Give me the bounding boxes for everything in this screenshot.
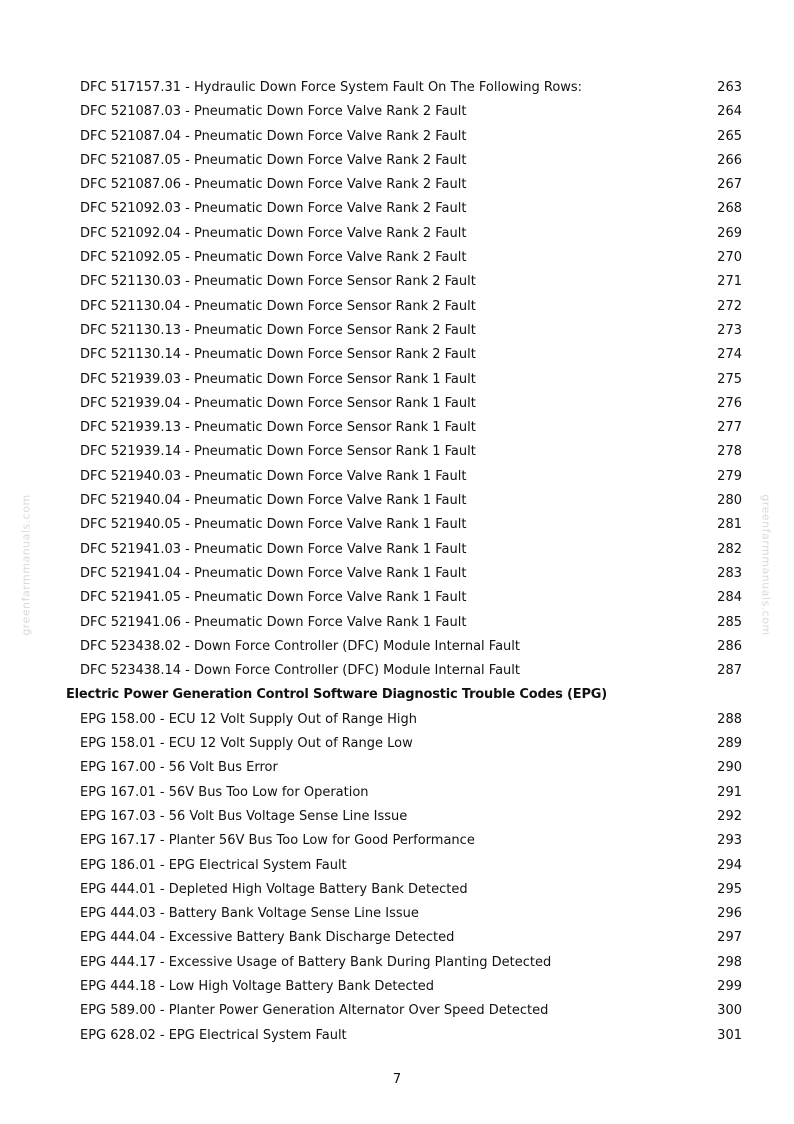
- toc-entry[interactable]: [0, 878, 794, 902]
- toc-entry-label: DFC 521130.03 - Pneumatic Down Force Sensor Rank 2 Fault: [80, 274, 476, 290]
- toc-entry[interactable]: [0, 100, 794, 124]
- toc-entry[interactable]: [0, 173, 794, 197]
- toc-entry-page: 278: [717, 444, 742, 460]
- toc-entry-label: DFC 521939.03 - Pneumatic Down Force Sensor Rank 1 Fault: [80, 371, 476, 387]
- toc-entry-page: 276: [717, 395, 742, 411]
- toc-entry-page: 294: [717, 857, 742, 873]
- watermark-left: greenfarmmanuals.com: [19, 494, 33, 636]
- toc-entry[interactable]: [0, 975, 794, 999]
- toc-entry-label: EPG 167.03 - 56 Volt Bus Voltage Sense Line Issue: [80, 808, 408, 824]
- toc-entry-label: EPG 167.01 - 56V Bus Too Low for Operation: [80, 784, 369, 800]
- toc-entry-label: DFC 521940.03 - Pneumatic Down Force Valve Rank 1 Fault: [80, 468, 467, 484]
- toc-entry-label: DFC 521092.05 - Pneumatic Down Force Valve Rank 2 Fault: [80, 250, 467, 266]
- toc-entry-label: EPG 444.04 - Excessive Battery Bank Discharge Detected: [80, 930, 455, 946]
- toc-entry[interactable]: [0, 76, 794, 100]
- toc-entry-page: 275: [717, 371, 742, 387]
- toc-entry-page: 277: [717, 420, 742, 436]
- toc-entry-page: 298: [717, 954, 742, 970]
- toc-entry[interactable]: [0, 951, 794, 975]
- toc-entry-page: 293: [717, 833, 742, 849]
- toc-entry-label: EPG 167.00 - 56 Volt Bus Error: [80, 760, 278, 776]
- table-of-contents: [0, 76, 794, 1048]
- toc-entry-page: 273: [717, 322, 742, 338]
- toc-entry-page: 286: [717, 638, 742, 654]
- toc-entry-label: EPG 158.00 - ECU 12 Volt Supply Out of Range High: [80, 711, 418, 727]
- toc-entry-label: DFC 521130.13 - Pneumatic Down Force Sensor Rank 2 Fault: [80, 322, 476, 338]
- toc-entry-label: DFC 521941.03 - Pneumatic Down Force Valve Rank 1 Fault: [80, 541, 467, 557]
- toc-entry[interactable]: [0, 999, 794, 1023]
- toc-entry-page: 301: [717, 1027, 742, 1043]
- toc-entry-label: DFC 521939.14 - Pneumatic Down Force Sensor Rank 1 Fault: [80, 444, 476, 460]
- toc-entry-page: 264: [717, 104, 742, 120]
- toc-entry[interactable]: [0, 659, 794, 683]
- toc-entry-page: 296: [717, 906, 742, 922]
- toc-entry[interactable]: [0, 465, 794, 489]
- toc-entry[interactable]: [0, 854, 794, 878]
- toc-entry[interactable]: [0, 805, 794, 829]
- toc-entry-label: DFC 521939.04 - Pneumatic Down Force Sensor Rank 1 Fault: [80, 395, 476, 411]
- toc-entry-page: 299: [717, 978, 742, 994]
- toc-entry-page: 290: [717, 760, 742, 776]
- toc-entry-page: 297: [717, 930, 742, 946]
- toc-entry[interactable]: [0, 708, 794, 732]
- toc-entry-label: DFC 521130.04 - Pneumatic Down Force Sensor Rank 2 Fault: [80, 298, 476, 314]
- toc-entry[interactable]: [0, 635, 794, 659]
- toc-entry[interactable]: [0, 562, 794, 586]
- toc-entry[interactable]: [0, 295, 794, 319]
- toc-entry[interactable]: [0, 611, 794, 635]
- toc-entry-page: 279: [717, 468, 742, 484]
- toc-entry-page: 265: [717, 128, 742, 144]
- toc-section-heading[interactable]: [0, 683, 794, 707]
- toc-entry[interactable]: [0, 781, 794, 805]
- toc-entry-label: DFC 521092.04 - Pneumatic Down Force Valve Rank 2 Fault: [80, 225, 467, 241]
- toc-entry-label: EPG 444.01 - Depleted High Voltage Battery Bank Detected: [80, 881, 468, 897]
- toc-entry-page: 291: [717, 784, 742, 800]
- toc-entry-page: 295: [717, 881, 742, 897]
- toc-entry-page: 274: [717, 347, 742, 363]
- toc-entry-page: 269: [717, 225, 742, 241]
- toc-entry[interactable]: [0, 489, 794, 513]
- toc-entry-label: Electric Power Generation Control Software Diagnostic Trouble Codes (EPG): [66, 687, 607, 703]
- toc-entry-label: DFC 521087.04 - Pneumatic Down Force Valve Rank 2 Fault: [80, 128, 467, 144]
- toc-entry-label: DFC 521130.14 - Pneumatic Down Force Sensor Rank 2 Fault: [80, 347, 476, 363]
- toc-entry[interactable]: [0, 197, 794, 221]
- toc-entry-label: DFC 521941.06 - Pneumatic Down Force Valve Rank 1 Fault: [80, 614, 467, 630]
- toc-entry-label: DFC 521941.04 - Pneumatic Down Force Valve Rank 1 Fault: [80, 565, 467, 581]
- toc-entry-label: DFC 517157.31 - Hydraulic Down Force System Fault On The Following Rows:: [80, 80, 583, 95]
- toc-entry[interactable]: [0, 125, 794, 149]
- toc-entry[interactable]: [0, 829, 794, 853]
- toc-entry-label: DFC 523438.14 - Down Force Controller (DFC) Module Internal Fault: [80, 663, 520, 679]
- toc-entry-page: 270: [717, 250, 742, 266]
- toc-entry-label: DFC 521087.06 - Pneumatic Down Force Valve Rank 2 Fault: [80, 177, 467, 193]
- toc-entry-label: EPG 628.02 - EPG Electrical System Fault: [80, 1027, 347, 1043]
- toc-entry-page: 285: [717, 614, 742, 630]
- watermark-right: greenfarmmanuals.com: [759, 494, 773, 636]
- toc-entry[interactable]: [0, 149, 794, 173]
- toc-entry-label: DFC 521092.03 - Pneumatic Down Force Valve Rank 2 Fault: [80, 201, 467, 217]
- toc-entry-page: 272: [717, 298, 742, 314]
- toc-entry-page: 284: [717, 590, 742, 606]
- toc-entry-page: 283: [717, 565, 742, 581]
- toc-entry-label: EPG 589.00 - Planter Power Generation Alternator Over Speed Detected: [80, 1003, 549, 1019]
- toc-entry-page: 300: [717, 1003, 742, 1019]
- toc-entry-page: 263: [717, 80, 742, 95]
- toc-entry-label: DFC 523438.02 - Down Force Controller (DFC) Module Internal Fault: [80, 638, 520, 654]
- toc-entry-label: DFC 521087.05 - Pneumatic Down Force Valve Rank 2 Fault: [80, 152, 467, 168]
- toc-entry[interactable]: [0, 1024, 794, 1048]
- toc-entry[interactable]: [0, 732, 794, 756]
- toc-entry[interactable]: [0, 440, 794, 464]
- toc-entry-label: EPG 167.17 - Planter 56V Bus Too Low for Good Performance: [80, 833, 475, 849]
- toc-entry-label: DFC 521940.04 - Pneumatic Down Force Valve Rank 1 Fault: [80, 493, 467, 509]
- toc-entry-label: EPG 158.01 - ECU 12 Volt Supply Out of Range Low: [80, 736, 413, 752]
- toc-entry-label: EPG 444.17 - Excessive Usage of Battery Bank During Planting Detected: [80, 954, 552, 970]
- toc-entry[interactable]: [0, 902, 794, 926]
- toc-entry-page: 268: [717, 201, 742, 217]
- toc-entry[interactable]: [0, 513, 794, 537]
- toc-entry-page: 282: [717, 541, 742, 557]
- toc-entry-label: DFC 521087.03 - Pneumatic Down Force Valve Rank 2 Fault: [80, 104, 467, 120]
- toc-entry[interactable]: [0, 319, 794, 343]
- toc-entry-page: 267: [717, 177, 742, 193]
- page-number: 7: [392, 1072, 402, 1087]
- toc-entry-label: DFC 521941.05 - Pneumatic Down Force Valve Rank 1 Fault: [80, 590, 467, 606]
- toc-entry-page: 288: [717, 711, 742, 727]
- toc-entry[interactable]: [0, 416, 794, 440]
- toc-entry[interactable]: [0, 222, 794, 246]
- toc-entry[interactable]: [0, 270, 794, 294]
- toc-entry-page: 289: [717, 736, 742, 752]
- toc-entry-page: 281: [717, 517, 742, 533]
- toc-entry-page: 266: [717, 152, 742, 168]
- toc-entry-label: DFC 521940.05 - Pneumatic Down Force Valve Rank 1 Fault: [80, 517, 467, 533]
- toc-entry[interactable]: [0, 756, 794, 780]
- toc-entry-label: EPG 186.01 - EPG Electrical System Fault: [80, 857, 347, 873]
- toc-entry-page: 292: [717, 808, 742, 824]
- toc-entry[interactable]: [0, 392, 794, 416]
- toc-entry-page: 280: [717, 493, 742, 509]
- toc-entry[interactable]: [0, 538, 794, 562]
- toc-entry[interactable]: [0, 586, 794, 610]
- toc-entry-page: 287: [717, 663, 742, 679]
- toc-entry[interactable]: [0, 246, 794, 270]
- toc-entry-label: DFC 521939.13 - Pneumatic Down Force Sensor Rank 1 Fault: [80, 420, 476, 436]
- toc-entry[interactable]: [0, 343, 794, 367]
- toc-entry-page: 271: [717, 274, 742, 290]
- toc-entry[interactable]: [0, 926, 794, 950]
- toc-entry-label: EPG 444.03 - Battery Bank Voltage Sense Line Issue: [80, 906, 419, 922]
- toc-entry[interactable]: [0, 368, 794, 392]
- toc-entry-label: EPG 444.18 - Low High Voltage Battery Bank Detected: [80, 978, 434, 994]
